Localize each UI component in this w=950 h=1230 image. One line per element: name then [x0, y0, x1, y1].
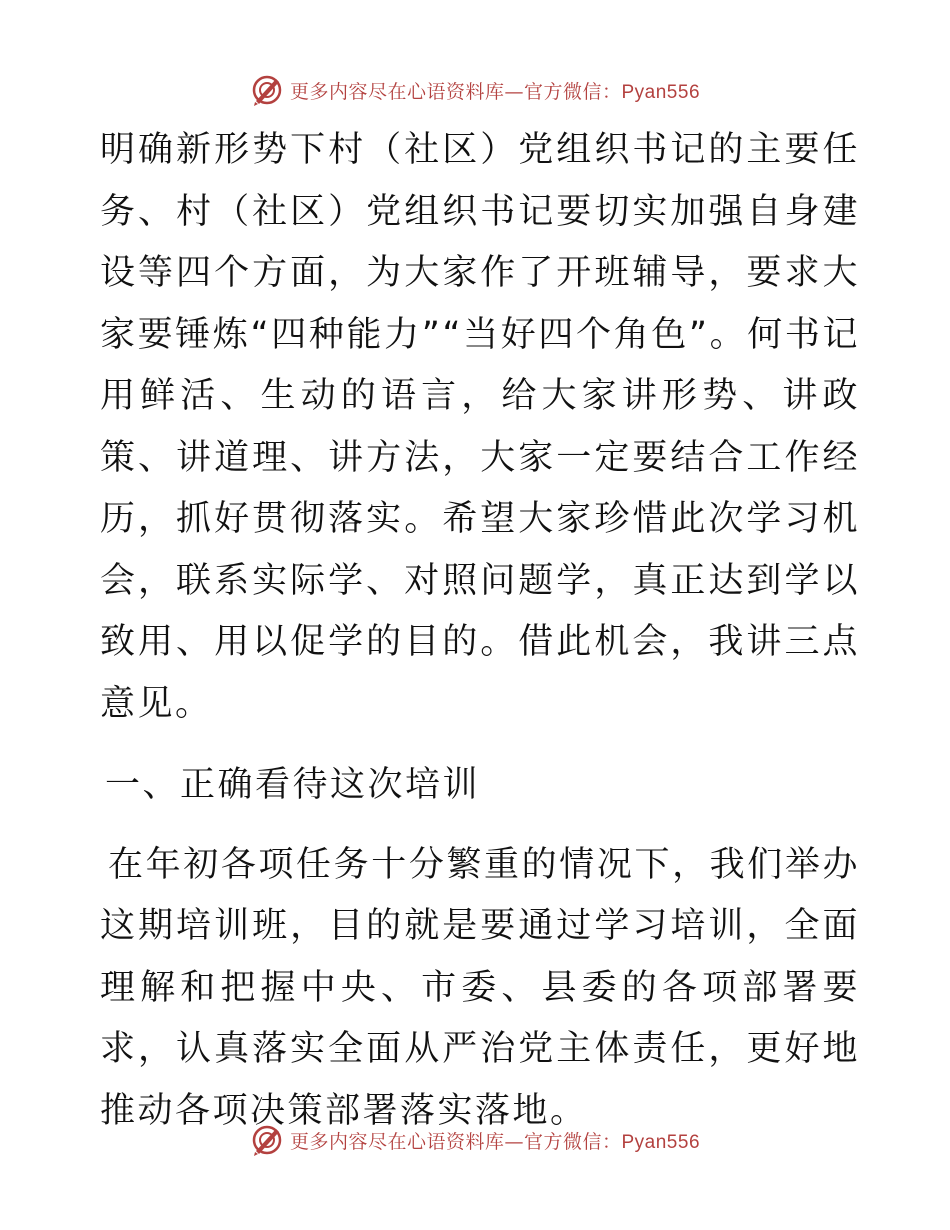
- banner-account: Pyan556: [621, 81, 701, 103]
- banner-separator: —: [504, 80, 524, 103]
- body-paragraph-1: 明确新形势下村（社区）党组织书记的主要任务、村（社区）党组织书记要切实加强自身建设等四个方面，为大家作了开班辅导，要求大家要锤炼“四种能力”“当好四个角色”。何书记用鲜活、生动的语言，给大家讲形势、讲政策、讲道理、讲方法，大家一定要结合工作经历，抓好贯彻落实。希望大家珍惜此次学习机会，联系实际学、对照问题学，真正达到学以致用、用以促学的目的。借此机会，我讲三点意见。: [100, 130, 860, 724]
- body-paragraph-2: 在年初各项任务十分繁重的情况下，我们举办这期培训班，目的就是要通过学习培训，全面理解和把握中央、市委、县委的各项部署要求，认真落实全面从严治党主体责任，更好地推动各项决策部署落实落地。: [100, 844, 860, 1131]
- footer-banner: [0, 1120, 950, 1160]
- banner-text: [290, 77, 700, 104]
- banner-slogan: 更多内容尽在心语资料库: [289, 80, 505, 103]
- banner-text: [290, 1127, 700, 1154]
- section-heading-1: 一、正确看待这次培训: [105, 765, 481, 805]
- pen-logo-icon: [250, 1123, 284, 1157]
- banner-account: Pyan556: [621, 1131, 701, 1153]
- banner-separator: —: [504, 1130, 524, 1153]
- banner-slogan: 更多内容尽在心语资料库: [289, 1130, 505, 1153]
- header-banner: [0, 70, 950, 110]
- banner-label: 官方微信：: [523, 80, 622, 103]
- pen-logo-icon: [250, 73, 284, 107]
- document-body: [100, 120, 860, 1142]
- banner-label: 官方微信：: [523, 1130, 622, 1153]
